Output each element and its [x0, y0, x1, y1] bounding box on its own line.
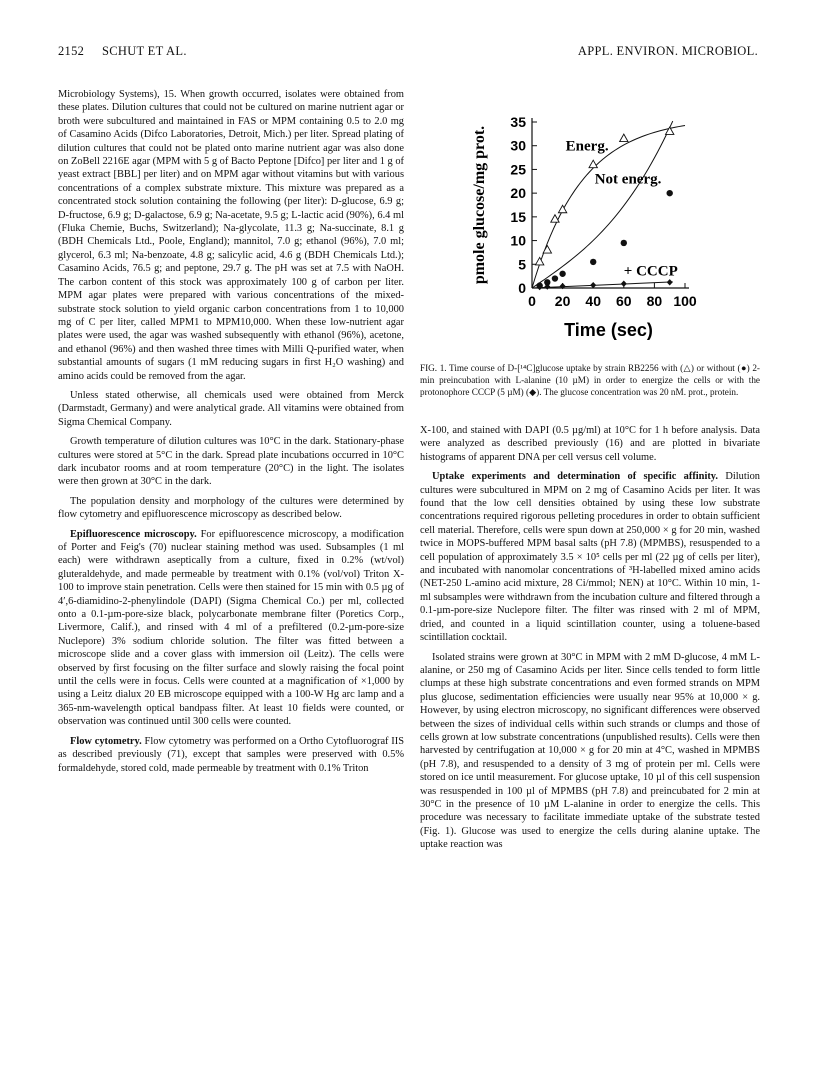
- y-tick-label: 20: [510, 185, 526, 202]
- data-point-not-energ: [559, 271, 565, 277]
- data-point-energ: [589, 160, 597, 168]
- series-label-not-energ: Not energ.: [594, 171, 662, 188]
- data-point-not-energ: [621, 240, 627, 246]
- section-heading: Flow cytometry.: [70, 735, 142, 747]
- data-point-energ: [558, 205, 566, 213]
- paragraph: X-100, and stained with DAPI (0.5 µg/ml) at 10°C for 1 h before analysis. Data were analyzed as described previously (16) and are plotted in bivariate histograms of apparent DNA per cell versus cell volume.: [420, 425, 760, 463]
- x-tick-label: 20: [554, 293, 571, 309]
- right-column: [420, 424, 760, 852]
- page-number: 2152: [58, 44, 85, 58]
- data-point-cccp: [621, 281, 627, 287]
- x-tick-label: 60: [616, 293, 632, 309]
- x-tick-label: 40: [585, 293, 601, 309]
- x-tick-label: 80: [646, 293, 663, 309]
- y-tick-label: 10: [510, 232, 526, 249]
- data-point-cccp: [590, 282, 596, 288]
- running-authors: SCHUT ET AL.: [102, 44, 187, 58]
- y-tick-label: 30: [510, 137, 526, 154]
- section-heading: Epifluorescence microscopy.: [70, 528, 197, 540]
- figure-1: [420, 86, 760, 356]
- series-label-energ: Energ.: [565, 138, 609, 155]
- x-tick-label: 0: [528, 293, 536, 309]
- section-heading: Uptake experiments and determination of specific affinity.: [432, 471, 719, 483]
- section-text: Dilution cultures were subcultured in MPM on 2 mg of Casamino Acids per liter. It was found that the low cell densities obtained by using these low substrate concentrations required rigorous pelleting procedures in order to obtain sufficient cell material. Therefore, cells were spun down at 250,000 × g for 20 min, washed twice in MOPS-buffered MPM basal salts (pH 7.8) (MPMBS), resuspended to a cell population of approximately 3.5 × 10⁵ cells per ml (22 µg of cells per liter), and incubated with nanomolar concentrations of ³H-labelled mixed amino acids (NET-250 L-amino acid mixture, 28 Ci/mmol; NEN) at 10°C. Within 10 min, 1-ml subsamples were withdrawn from the incubation culture and filtered through a 0.1-µm-pore-size Nuclepore filter. The filter was rinsed with 2 ml of MPM, dried, and counted in a liquid scintillation counter, using a toluene-based scintillation cocktail.: [420, 471, 760, 644]
- data-point-cccp: [667, 279, 673, 285]
- paragraph: Isolated strains were grown at 30°C in MPM with 2 mM D-glucose, 4 mM L-alanine, or 250 mg of Casamino Acids per liter. Since cells tended to form little clumps at these high substrate concentrations and even formed strands on MPM plus glucose, sedimentation efficiencies were usually near 95% at 10,000 × g. However, by using electron microscopy, no significant differences were observed between the sizes of individual cells within such strands or clumps and those of cells grown at low substrate concentrations (unpublished results). Cells were then harvested by centrifugation at 10,000 × g for 20 min at 4°C, washed in MPMBS (pH 7.8), and resuspended to a density of 3 mg of protein per ml. Cells were stored on ice until measurement. For glucose uptake, 10 µl of this cell suspension was resuspended in 100 µl of MPMBS (pH 7.8) and preincubated for 2 min at 30°C in the presence of 10 µM L-alanine in order to energize the cells. This procedure was necessary to facilitate immediate uptake of the substrate tested (Fig. 1). Glucose was used to energize the cells during alanine uptake. The uptake reaction was: [420, 651, 760, 851]
- data-point-not-energ: [552, 275, 558, 281]
- x-tick-label: 100: [673, 293, 697, 309]
- y-tick-label: 25: [510, 161, 526, 178]
- epifluorescence-section: [58, 528, 404, 729]
- x-axis-label: Time (sec): [564, 320, 653, 340]
- section-text: For epifluorescence microscopy, a modification of Porter and Feig's (70) nuclear staining method was used. Subsamples (1 ml each) were withdrawn aseptically from a culture, fixed in 0.2% (wt/vol) gluteraldehyde, and made permeable by treatment with 0.1% (vol/vol) Triton X-100 to improve stain penetration. Cells were then stained for 15 min with 0.5 µg of 4′,6-diamidino-2-phenylindole (DAPI) (Sigma Chemical Co.) per ml, collected onto a 0.1-µm-pore-size black, polycarbonate membrane filter (Poretics Corp., Livermore, Calif.), and rinsed with 4 ml of a prefiltered (0.2-µm-pore-size Nuclepore) 3% sodium chloride solution. The filter was fitted between a microscope slide and a cover glass with immersion oil (Leitz). The cells were observed by first focusing on the filter surface and slowly raising the focal point until the cells were in focus. Cells were counted at a magnification of ×1,000 by using a Leitz dialux 20 EB microscope equipped with a 100-W Hg arc lamp and a 365-nm-wavelength optical bandpass filter. At least 10 fields were counted, or observation was continued until 300 cells were counted.: [58, 528, 404, 728]
- flow-cytometry-section: [58, 735, 404, 775]
- data-point-not-energ: [590, 259, 596, 265]
- y-axis-label: pmole glucose/mg prot.: [471, 125, 488, 285]
- y-tick-label: 0: [518, 280, 526, 296]
- paragraph: Growth temperature of dilution cultures was 10°C in the dark. Stationary-phase cultures were stored at 5°C in the dark. Spread plate incubations occurred in 10°C dark incubator rooms and at room temperature (20°C) in the light. The isolates were then grown at 30°C in the dark.: [58, 436, 404, 488]
- paragraph: Unless stated otherwise, all chemicals used were obtained from Merck (Darmstadt, Germany) and were analytical grade. All vitamins were obtained from Sigma Chemical Company.: [58, 389, 404, 428]
- figure-caption: FIG. 1. Time course of D-[¹⁴C]glucose uptake by strain RB2256 with (△) or without (●) 2-min preincubation with L-alanine (10 µM) in order to energize the cells or with the protonophore CCCP (5 µM) (◆). The glucose concentration was 20 nM. prot., protein.: [420, 363, 760, 397]
- uptake-chart: [420, 86, 760, 356]
- chart-labels: [471, 114, 697, 340]
- y-tick-label: 15: [510, 208, 526, 225]
- series-label-cccp: + CCCP: [623, 263, 678, 280]
- data-point-energ: [620, 134, 628, 142]
- curve-cccp: [532, 282, 673, 288]
- paragraph: The population density and morphology of the cultures were determined by flow cytometry and epifluorescence microscopy as described below.: [58, 495, 404, 521]
- uptake-section: [420, 470, 760, 644]
- data-point-energ: [535, 257, 543, 265]
- running-header: [58, 44, 758, 62]
- paragraph: Microbiology Systems), 15. When growth occurred, isolates were obtained from these plates. Dilution cultures that could not be cultured on marine nutrient agar or broth were subcultured and maintained in FAS or MPM containing 0.5 to 2.0 mg of Casamino Acids (Difco Laboratories, Detroit, Mich.) per liter. Spread plating of dilution cultures that could not be plated onto marine nutrient agar was also done on ZoBell 2216E agar (MPM with 5 g of Bacto Peptone [Difco] per liter and 1 g of yeast extract [BBL] per liter) and on MPM agar without vitamins but with various concentrations of a complex substrate mixture. This mixture was prepared as a concentrated stock solution containing the following (per liter): D-glucose, 6.9 g; D-fructose, 6.9 g; D-galactose, 6.9 g; Na-acetate, 9.5 g; L-lactic acid (90%), 6.4 ml (Fluka Chemie, Buchs, Switzerland); Na-glycolate, 11.3 g; Na-succinate, 8.1 g (BDH Chemicals Ltd., Poole, England); mannitol, 7.0 g; ethanol (96%), 7.0 ml; glycerol, 6.3 ml; Na-benzoate, 4.8 g; salicylic acid, 4.6 g (BDH Chemicals Ltd.); Casamino Acids, 76.5 g; and peptone, 29.7 g. The pH was set at 7.5 with NaOH. The carbon content of this stock was approximately 100 g of carbon per liter. MPM agar plates were prepared with various concentrations of the mixed-substrate stock solution to yield organic carbon concentrations from 1 to 10,000 mg of C per liter, called MPM1 to MPM10,000. When these low-nutrient agar plates were used, the agar was washed subsequently with ethanol (96%), acetone, and ethanol (96%) and then washed three times with Milli Q-purified water, when substantial amounts of sugars (1 mM reducing sugars in first H₂O washing) and amino acids could be removed from the agar.: [58, 89, 404, 382]
- section-text: Flow cytometry was performed on a Ortho Cytofluorograf IIS as described previously (71), except that samples were preserved with 0.5% formaldehyde, stored cold, made permeable by treatment with 0.1% Triton: [58, 735, 404, 774]
- chart-axes: [532, 118, 689, 288]
- data-point-energ: [543, 246, 551, 254]
- y-tick-label: 5: [518, 256, 526, 273]
- data-point-not-energ: [667, 190, 673, 196]
- y-tick-label: 35: [510, 114, 526, 130]
- left-column: [58, 88, 404, 775]
- journal-name: APPL. ENVIRON. MICROBIOL.: [577, 44, 758, 58]
